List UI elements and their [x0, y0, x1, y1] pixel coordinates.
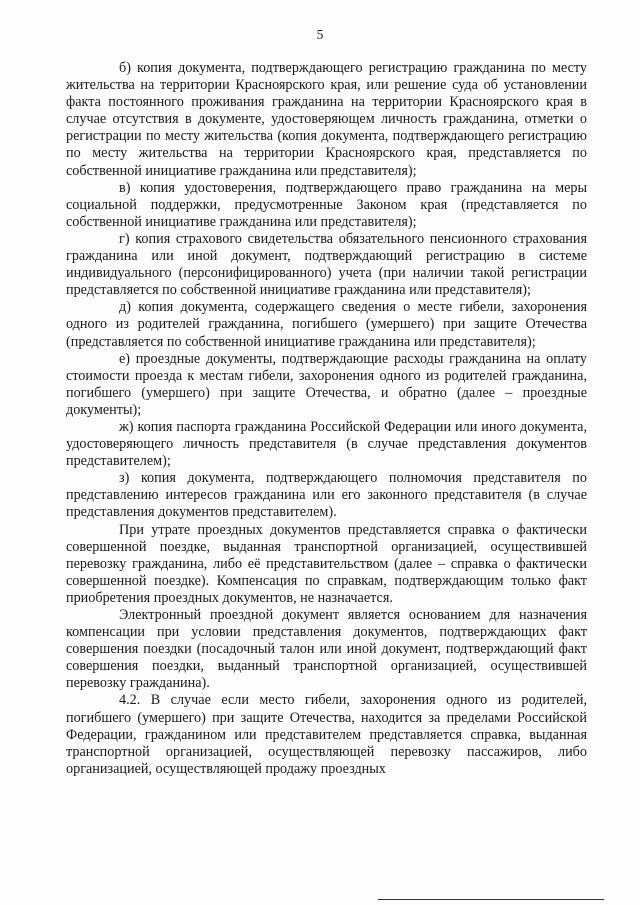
document-body [66, 60, 587, 778]
paragraph-zh-passport-copy: ж) копия паспорта гражданина Российской Федерации или иного документа, удостоверяющего личность представителя (в случае представления документов представителем); [66, 418, 587, 470]
paragraph-lost-documents: При утрате проездных документов представляется справка о фактически совершенной поездке, выданная транспортной организацией, осуществившей перевозку гражданина, либо её представительством (далее – справка о фактически совершенной поездке). Компенсация по справкам, подтверждающим только факт приобретения проездных документов, не назначается. [66, 521, 587, 606]
paragraph-e-travel-documents: е) проездные документы, подтверждающие расходы гражданина на оплату стоимости проезда к местам гибели, захоронения одного из родителей гражданина, погибшего (умершего) при защите Отечества, и обратно (далее – проездные документы); [66, 350, 587, 418]
paragraph-4-2-abroad: 4.2. В случае если место гибели, захоронения одного из родителей, погибшего (умершего) при защите Отечества, находится за пределами Российской Федерации, гражданином или представителем представляется справка, выданная транспортной организацией, осуществляющей перевозку пассажиров, либо организацией, осуществляющей продажу проездных [66, 692, 587, 777]
paragraph-electronic-ticket: Электронный проездной документ является основанием для назначения компенсации при условии представления документов, подтверждающих факт совершения поездки (посадочный талон или иной документ, подтверждающий факт совершения поездки, выданный транспортной организацией, осуществившей перевозку гражданина). [66, 607, 587, 692]
page-number: 5 [316, 27, 324, 42]
paragraph-d-burial-place: д) копия документа, содержащего сведения о месте гибели, захоронения одного из родителей гражданина, погибшего (умершего) при защите Отечества (представляется по собственной инициативе гражданина или представителя); [66, 299, 587, 350]
paragraph-b-registration-copy: б) копия документа, подтверждающего регистрацию гражданина по месту жительства на территории Красноярского края, или решение суда об установлении факта постоянного проживания гражданина на территории Красноярского края в случае отсутствия в документе, удостоверяющем личность гражданина, отметки о регистрации по месту жительства (копия документа, подтверждающего регистрацию по месту жительства на территории Красноярского края, представляется по собственной инициативе гражданина или представителя); [66, 60, 587, 179]
paragraph-g-pension-insurance: г) копия страхового свидетельства обязательного пенсионного страхования гражданина или иной документ, подтверждающий регистрацию в системе индивидуального (персонифицированного) учета (при наличии такой регистрации представляется по собственной инициативе гражданина или представителя); [66, 230, 587, 299]
footer-divider [378, 899, 604, 900]
paragraph-v-certificate-copy: в) копия удостоверения, подтверждающего право гражданина на меры социальной поддержки, предусмотренные Законом края (представляется по собственной инициативе гражданина или представителя); [66, 179, 587, 230]
paragraph-z-authority-copy: з) копия документа, подтверждающего полномочия представителя по представлению интересов гражданина или его законного представителя (в случае представления документов представителем). [66, 470, 587, 521]
